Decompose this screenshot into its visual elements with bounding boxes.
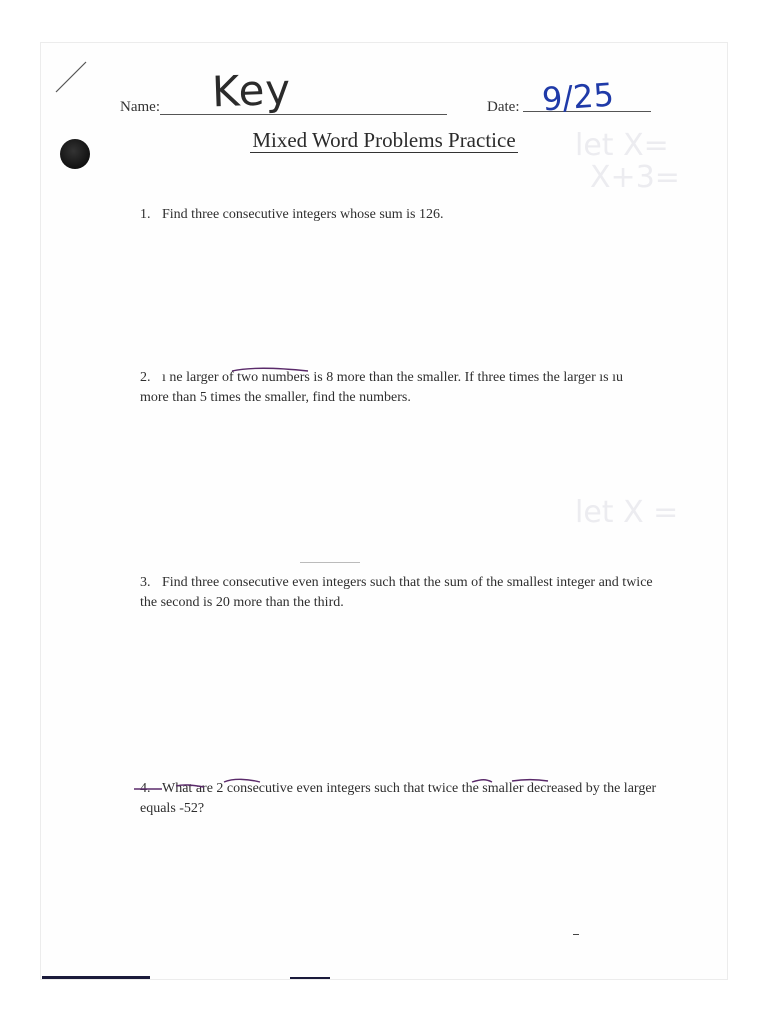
name-handwriting: Key xyxy=(211,64,292,117)
problem-number: 2. xyxy=(140,370,151,385)
date-label: Date: xyxy=(487,99,520,115)
page-title xyxy=(0,128,768,153)
pen-mark-problem-4c xyxy=(470,777,550,785)
pen-mark-problem-4a xyxy=(132,783,212,793)
problem-1 xyxy=(140,205,660,225)
page-title-text: Mixed Word Problems Practice xyxy=(252,128,516,152)
name-underline xyxy=(160,114,447,115)
stray-mark xyxy=(300,562,360,563)
problem-number: 4. xyxy=(140,781,151,796)
date-handwriting: 9/25 xyxy=(540,75,616,119)
pencil-stroke xyxy=(52,58,92,98)
problem-4 xyxy=(140,779,660,819)
stray-mark xyxy=(573,934,579,935)
scan-edge-right xyxy=(290,977,330,979)
problem-text: Find three consecutive even integers such that the sum of the smallest integer and twice the second is 20 more than the third. xyxy=(140,575,653,610)
pen-mark-problem-2 xyxy=(230,366,310,374)
paper-sheet xyxy=(40,42,728,980)
problem-text: ı ne larger of two numbers is 8 more than the smaller. If three times the larger ıs ıu more than 5 times the smaller, find the numbers. xyxy=(140,370,623,405)
scan-edge-left xyxy=(42,976,150,979)
problem-text: What are 2 consecutive even integers such that twice the smaller decreased by the larger equals -52? xyxy=(140,781,657,816)
name-label: Name: xyxy=(120,99,160,115)
problem-number: 1. xyxy=(140,207,151,222)
bleed-through-2: X+3= xyxy=(590,160,680,195)
pen-mark-problem-4b xyxy=(222,777,262,785)
problem-text: Find three consecutive integers whose sum is 126. xyxy=(162,207,444,222)
problem-3 xyxy=(140,573,655,613)
problem-number: 3. xyxy=(140,575,151,590)
problem-2 xyxy=(140,368,650,408)
bleed-through-3: let X = xyxy=(575,495,679,530)
bleed-through-1: let X= xyxy=(575,128,669,163)
